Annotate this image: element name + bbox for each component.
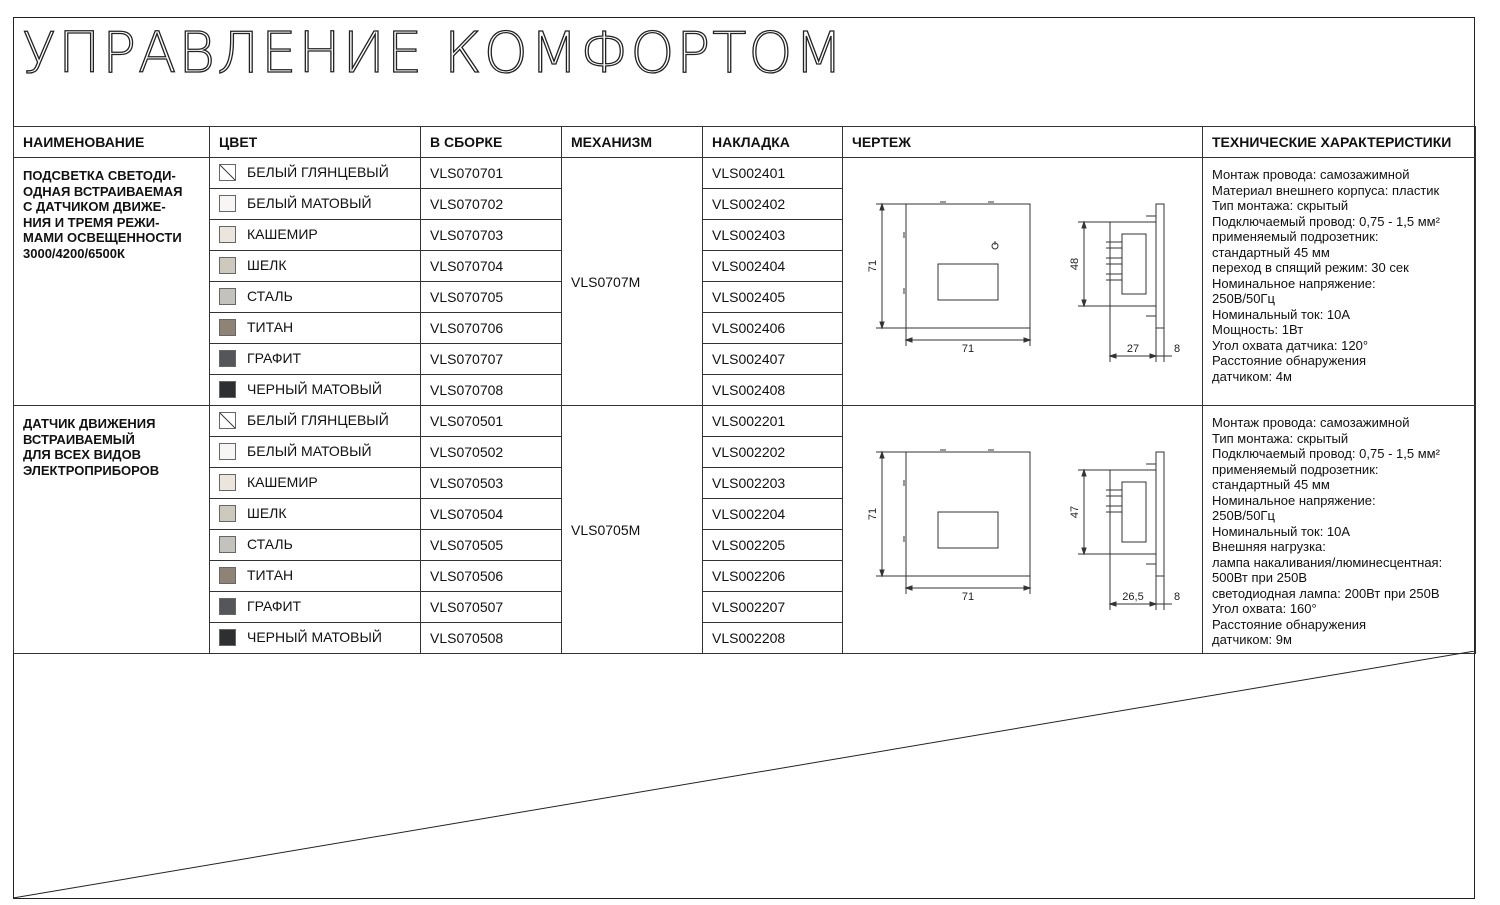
sensor-window (938, 512, 998, 548)
product-name-line: МАМИ ОСВЕЩЕННОСТИ (23, 230, 182, 245)
spec-line: Мощность: 1Вт (1212, 322, 1304, 337)
spec-line: Тип монтажа: скрытый (1212, 430, 1349, 446)
spec-line: Номинальный ток: 10А (1212, 523, 1351, 539)
spec-line: Монтаж провода: самозажимной (1212, 167, 1410, 182)
cover-code: VLS002407 (703, 344, 843, 375)
table-header-row (14, 127, 1476, 158)
spec-line: Номинальное напряжение: (1212, 492, 1376, 508)
color-swatch (219, 505, 236, 522)
cover-code: VLS002402 (703, 189, 843, 220)
spec-line: Внешняя нагрузка: (1212, 539, 1326, 554)
spec-line: Расстояние обнаружения (1212, 353, 1367, 368)
product-name (14, 406, 210, 654)
spec-line: Номинальное напряжение: (1212, 275, 1376, 291)
table-row (14, 158, 1476, 189)
color-swatch (219, 412, 236, 429)
assembly-code: VLS070501 (421, 406, 562, 437)
assembly-code: VLS070503 (421, 468, 562, 499)
cover-code: VLS002204 (703, 499, 843, 530)
spec-line: Номинальный ток: 10А (1212, 306, 1351, 322)
product-name-line: ДАТЧИК ДВИЖЕНИЯ (23, 416, 156, 431)
mechanism-code: VLS0707M (562, 158, 703, 406)
header-mechanism: МЕХАНИЗМ (562, 127, 703, 158)
drawing-cell (843, 158, 1203, 406)
drawing-cell (843, 406, 1203, 654)
color-cell (210, 499, 421, 530)
spec-line: Угол охвата: 160° (1212, 601, 1317, 616)
assembly-code: VLS070701 (421, 158, 562, 189)
cover-code: VLS002203 (703, 468, 843, 499)
spec-line: светодиодная лампа: 200Вт при 250В (1212, 585, 1440, 601)
assembly-code: VLS070502 (421, 437, 562, 468)
assembly-code: VLS070706 (421, 313, 562, 344)
color-swatch (219, 164, 236, 181)
color-swatch (219, 350, 236, 367)
product-name-line: ДЛЯ ВСЕХ ВИДОВ (23, 447, 142, 462)
product-name-line: 3000/4200/6500К (23, 245, 125, 261)
color-cell (210, 251, 421, 282)
spec-line: Расстояние обнаружения (1212, 616, 1367, 632)
color-swatch (219, 195, 236, 212)
color-name: ГРАФИТ (247, 598, 302, 615)
assembly-code: VLS070703 (421, 220, 562, 251)
decorative-diagonal (13, 651, 1475, 899)
spec-line: 250В/50Гц (1212, 508, 1275, 523)
color-swatch (219, 381, 236, 398)
header-assembly: В СБОРКЕ (421, 127, 562, 158)
dimension-front-height: 71 (866, 259, 879, 273)
product-name-line: ВСТРАИВАЕМЫЙ (23, 431, 135, 447)
assembly-code: VLS070507 (421, 592, 562, 623)
color-name: ГРАФИТ (247, 350, 302, 367)
cover-code: VLS002405 (703, 282, 843, 313)
color-swatch (219, 288, 236, 305)
spec-line: применяемый подрозетник: (1212, 229, 1379, 244)
product-name-line: ПОДСВЕТКА СВЕТОДИ- (23, 168, 176, 183)
color-cell (210, 375, 421, 406)
dimension-side-height: 47 (1068, 505, 1081, 519)
spec-line: 500Вт при 250В (1212, 570, 1307, 585)
page-title: УПРАВЛЕНИЕ КОМФОРТОМ (22, 21, 845, 86)
product-table (13, 126, 1476, 654)
color-cell (210, 406, 421, 437)
color-cell (210, 344, 421, 375)
side-view-plate (1156, 452, 1164, 576)
spec-line: Материал внешнего корпуса: пластик (1212, 182, 1440, 198)
color-name: КАШЕМИР (247, 474, 318, 491)
dimension-side-depth: 26,5 (1121, 591, 1144, 603)
cover-code: VLS002408 (703, 375, 843, 406)
spec-line: Тип монтажа: скрытый (1212, 198, 1349, 213)
assembly-code: VLS070707 (421, 344, 562, 375)
header-cover: НАКЛАДКА (703, 127, 843, 158)
color-cell (210, 468, 421, 499)
cover-code: VLS002202 (703, 437, 843, 468)
color-swatch (219, 536, 236, 553)
spec-line: лампа накаливания/люминесцентная: (1212, 554, 1443, 570)
spec-line: применяемый подрозетник: (1212, 461, 1379, 477)
product-name (14, 158, 210, 406)
product-name-line: С ДАТЧИКОМ ДВИЖЕ- (23, 199, 166, 214)
product-name-line: ЭЛЕКТРОПРИБОРОВ (23, 462, 160, 478)
assembly-code: VLS070708 (421, 375, 562, 406)
color-name: ШЕЛК (247, 505, 287, 522)
technical-drawing (844, 408, 1202, 648)
technical-drawing (844, 160, 1202, 400)
color-cell (210, 313, 421, 344)
product-name-line: ОДНАЯ ВСТРАИВАЕМАЯ (23, 183, 183, 199)
color-name: БЕЛЫЙ ГЛЯНЦЕВЫЙ (247, 412, 389, 429)
color-cell (210, 282, 421, 313)
color-cell (210, 220, 421, 251)
color-swatch (219, 319, 236, 336)
side-view-plate (1156, 204, 1164, 328)
spec-line: 250В/50Гц (1212, 291, 1275, 306)
cover-code: VLS002208 (703, 623, 843, 654)
spec-line: датчиком: 9м (1212, 632, 1292, 647)
color-swatch (219, 629, 236, 646)
header-name: НАИМЕНОВАНИЕ (14, 127, 210, 158)
cover-code: VLS002201 (703, 406, 843, 437)
spec-line: Подключаемый провод: 0,75 - 1,5 мм² (1212, 446, 1440, 461)
dimension-side-height: 48 (1068, 257, 1081, 271)
color-name: СТАЛЬ (247, 288, 293, 305)
dimension-front-width: 71 (961, 343, 974, 355)
assembly-code: VLS070705 (421, 282, 562, 313)
mechanism-code: VLS0705M (562, 406, 703, 654)
color-name: БЕЛЫЙ ГЛЯНЦЕВЫЙ (247, 164, 389, 181)
header-drawing: ЧЕРТЕЖ (843, 127, 1203, 158)
assembly-code: VLS070702 (421, 189, 562, 220)
color-cell (210, 530, 421, 561)
cover-code: VLS002205 (703, 530, 843, 561)
color-swatch (219, 474, 236, 491)
assembly-code: VLS070504 (421, 499, 562, 530)
cover-code: VLS002207 (703, 592, 843, 623)
product-name-line: НИЯ И ТРЕМЯ РЕЖИ- (23, 214, 160, 230)
spec-line: Угол охвата датчика: 120° (1212, 337, 1369, 353)
cover-code: VLS002403 (703, 220, 843, 251)
color-name: КАШЕМИР (247, 226, 318, 243)
color-swatch (219, 443, 236, 460)
dimension-side-depth: 27 (1126, 343, 1139, 355)
assembly-code: VLS070704 (421, 251, 562, 282)
color-name: ТИТАН (247, 567, 294, 584)
specs-cell (1203, 406, 1476, 654)
assembly-code: VLS070505 (421, 530, 562, 561)
cover-code: VLS002404 (703, 251, 843, 282)
header-color: ЦВЕТ (210, 127, 421, 158)
spec-line: Монтаж провода: самозажимной (1212, 415, 1410, 430)
dimension-side-thickness: 8 (1173, 343, 1180, 355)
dimension-side-thickness: 8 (1173, 591, 1180, 603)
dimension-front-height: 71 (866, 507, 879, 521)
color-name: ШЕЛК (247, 257, 287, 274)
color-cell (210, 437, 421, 468)
color-cell (210, 158, 421, 189)
color-cell (210, 189, 421, 220)
spec-line: стандартный 45 мм (1212, 244, 1330, 260)
color-name: ЧЕРНЫЙ МАТОВЫЙ (247, 381, 382, 398)
color-cell (210, 561, 421, 592)
cover-code: VLS002206 (703, 561, 843, 592)
color-swatch (219, 226, 236, 243)
color-name: ЧЕРНЫЙ МАТОВЫЙ (247, 629, 382, 646)
spec-line: Подключаемый провод: 0,75 - 1,5 мм² (1212, 213, 1440, 229)
sensor-window (938, 264, 998, 300)
color-swatch (219, 257, 236, 274)
spec-line: стандартный 45 мм (1212, 477, 1330, 492)
table-row (14, 406, 1476, 437)
color-name: БЕЛЫЙ МАТОВЫЙ (247, 195, 372, 212)
header-specs: ТЕХНИЧЕСКИЕ ХАРАКТЕРИСТИКИ (1203, 127, 1476, 158)
color-swatch (219, 598, 236, 615)
color-cell (210, 592, 421, 623)
color-name: ТИТАН (247, 319, 294, 336)
assembly-code: VLS070508 (421, 623, 562, 654)
spec-line: переход в спящий режим: 30 сек (1212, 260, 1409, 275)
cover-code: VLS002401 (703, 158, 843, 189)
specs-cell (1203, 158, 1476, 406)
dimension-front-width: 71 (961, 591, 974, 603)
color-name: СТАЛЬ (247, 536, 293, 553)
spec-line: датчиком: 4м (1212, 368, 1292, 384)
color-cell (210, 623, 421, 654)
cover-code: VLS002406 (703, 313, 843, 344)
color-swatch (219, 567, 236, 584)
color-name: БЕЛЫЙ МАТОВЫЙ (247, 443, 372, 460)
assembly-code: VLS070506 (421, 561, 562, 592)
